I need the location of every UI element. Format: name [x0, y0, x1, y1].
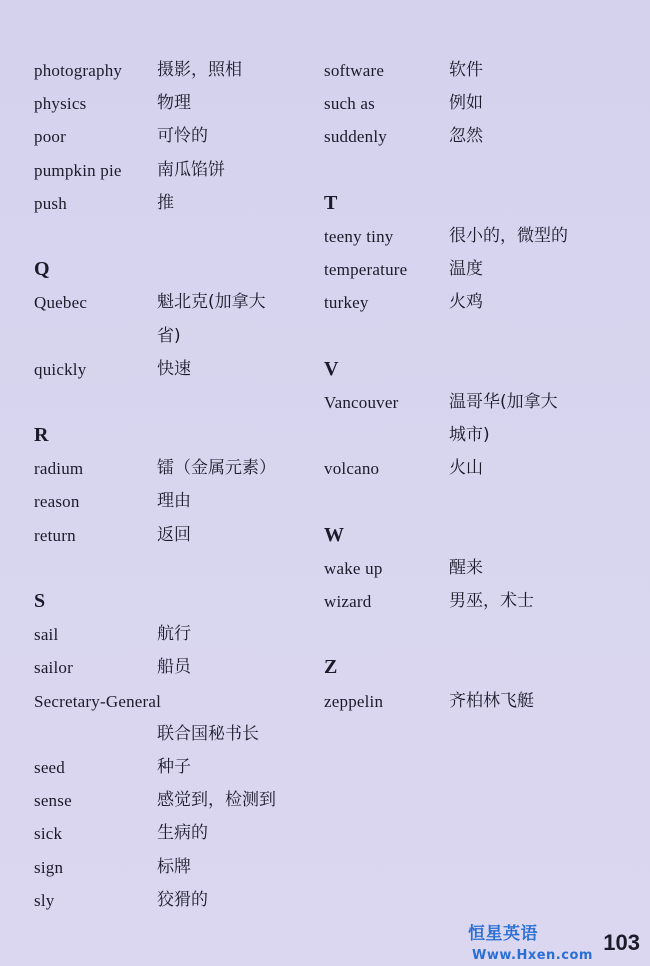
entry-chinese: 南瓜馅饼 [157, 159, 225, 180]
entry-english: radium [34, 459, 84, 479]
section-spacer [34, 552, 334, 585]
entry-chinese: 推 [157, 192, 174, 213]
entry-english: software [324, 61, 385, 80]
entry-english: sense [34, 791, 72, 811]
glossary-entry [324, 286, 624, 319]
section-letter-heading [324, 519, 624, 552]
watermark-brand: 恒星英语 [468, 924, 538, 944]
entry-chinese: 很小的，微型的 [449, 225, 568, 246]
entry-english: Quebec [34, 293, 88, 313]
entry-english: teeny tiny [324, 226, 394, 246]
entry-english: volcano [324, 459, 380, 479]
glossary-entry [34, 54, 334, 87]
glossary-entry [324, 419, 624, 452]
glossary-entry [34, 353, 334, 386]
entry-chinese: 男巫，术士 [449, 591, 534, 611]
entry-english: sign [34, 857, 64, 877]
section-letter: R [34, 424, 49, 447]
page-number: 103 [603, 930, 640, 955]
glossary-entry [324, 87, 624, 120]
entry-chinese: 返回 [157, 524, 191, 545]
section-spacer [324, 618, 624, 651]
entry-english: turkey [324, 293, 369, 313]
entry-chinese: 软件 [449, 60, 483, 80]
glossary-entry [324, 120, 624, 153]
glossary-entry [34, 452, 334, 485]
glossary-entry [34, 519, 334, 552]
section-letter: W [324, 523, 345, 546]
entry-english: suddenly [324, 127, 387, 147]
glossary-entry [324, 386, 624, 419]
entry-chinese: 联合国秘书长 [157, 723, 259, 744]
glossary-entry [324, 552, 624, 585]
glossary-entry [34, 120, 334, 153]
entry-chinese: 温度 [449, 259, 483, 280]
entry-chinese: 理由 [157, 491, 191, 512]
glossary-left-column [34, 54, 334, 917]
glossary-entry [34, 485, 334, 518]
section-letter-heading [324, 353, 624, 386]
entry-chinese: 忽然 [449, 126, 483, 147]
entry-english: push [34, 193, 67, 213]
glossary-entry [34, 154, 334, 187]
glossary-entry [34, 817, 334, 850]
section-spacer [324, 485, 624, 518]
entry-chinese: 快速 [157, 358, 191, 379]
entry-english: seed [34, 757, 66, 777]
entry-chinese: 温哥华(加拿大 [449, 391, 558, 412]
section-spacer [324, 320, 624, 353]
entry-english: physics [34, 94, 87, 114]
glossary-right-column [324, 54, 624, 718]
glossary-entry [34, 320, 334, 353]
glossary-entry [34, 685, 334, 718]
watermark-url: Www.Hxen.com [472, 948, 593, 963]
glossary-entry [34, 851, 334, 884]
glossary-entry [34, 618, 334, 651]
glossary-entry [324, 585, 624, 618]
entry-chinese: 镭（金属元素） [157, 458, 276, 479]
glossary-entry [324, 220, 624, 253]
glossary-entry [34, 718, 334, 751]
section-letter: T [324, 191, 338, 214]
section-letter-heading [34, 585, 334, 618]
entry-english: temperature [324, 260, 408, 280]
entry-chinese: 标牌 [157, 856, 191, 877]
glossary-entry [34, 651, 334, 684]
section-letter: Q [34, 258, 50, 281]
entry-english: quickly [34, 359, 87, 379]
glossary-entry [324, 685, 624, 718]
entry-english: wake up [324, 558, 383, 578]
entry-chinese: 魁北克(加拿大 [157, 292, 266, 313]
entry-chinese: 物理 [157, 93, 191, 114]
entry-english: Vancouver [324, 392, 399, 412]
entry-chinese: 例如 [449, 93, 483, 114]
glossary-entry [34, 784, 334, 817]
entry-chinese: 可怜的 [157, 126, 208, 147]
entry-chinese: 齐柏林飞艇 [449, 690, 534, 711]
section-spacer [324, 154, 624, 187]
entry-english: return [34, 525, 76, 545]
entry-english: reason [34, 492, 80, 512]
glossary-entry [34, 751, 334, 784]
entry-english: wizard [324, 592, 372, 611]
section-spacer [34, 220, 334, 253]
entry-english: photography [34, 61, 123, 80]
entry-chinese: 狡猾的 [157, 889, 208, 910]
glossary-entry [34, 187, 334, 220]
entry-english: sick [34, 824, 63, 844]
section-letter: Z [324, 656, 338, 679]
entry-chinese: 摄影，照相 [157, 60, 242, 80]
entry-chinese: 生病的 [157, 823, 208, 844]
entry-chinese: 城市) [449, 425, 490, 446]
section-letter: V [324, 357, 339, 380]
entry-chinese: 省) [157, 325, 181, 346]
entry-english: such as [324, 94, 375, 114]
entry-chinese: 火山 [449, 458, 483, 479]
section-letter-heading [34, 419, 334, 452]
entry-english: sailor [34, 658, 73, 678]
glossary-entry [324, 54, 624, 87]
glossary-entry [324, 452, 624, 485]
section-letter: S [34, 590, 46, 612]
entry-chinese: 感觉到，检测到 [157, 790, 276, 811]
entry-english: zeppelin [324, 691, 384, 711]
section-letter-heading [34, 253, 334, 286]
section-letter-heading [324, 651, 624, 684]
section-letter-heading [324, 187, 624, 220]
entry-english: sly [34, 890, 55, 910]
entry-chinese: 醒来 [449, 557, 483, 578]
entry-english: poor [34, 127, 66, 147]
glossary-entry [34, 286, 334, 319]
entry-english: pumpkin pie [34, 160, 122, 180]
entry-english: sail [34, 625, 59, 645]
entry-chinese: 火鸡 [449, 292, 483, 313]
entry-chinese: 航行 [157, 624, 191, 645]
glossary-entry [34, 884, 334, 917]
entry-chinese: 船员 [157, 657, 191, 678]
section-spacer [34, 386, 334, 419]
glossary-entry [34, 87, 334, 120]
entry-english: Secretary-General [34, 691, 162, 711]
glossary-entry [324, 253, 624, 286]
entry-chinese: 种子 [157, 756, 191, 777]
